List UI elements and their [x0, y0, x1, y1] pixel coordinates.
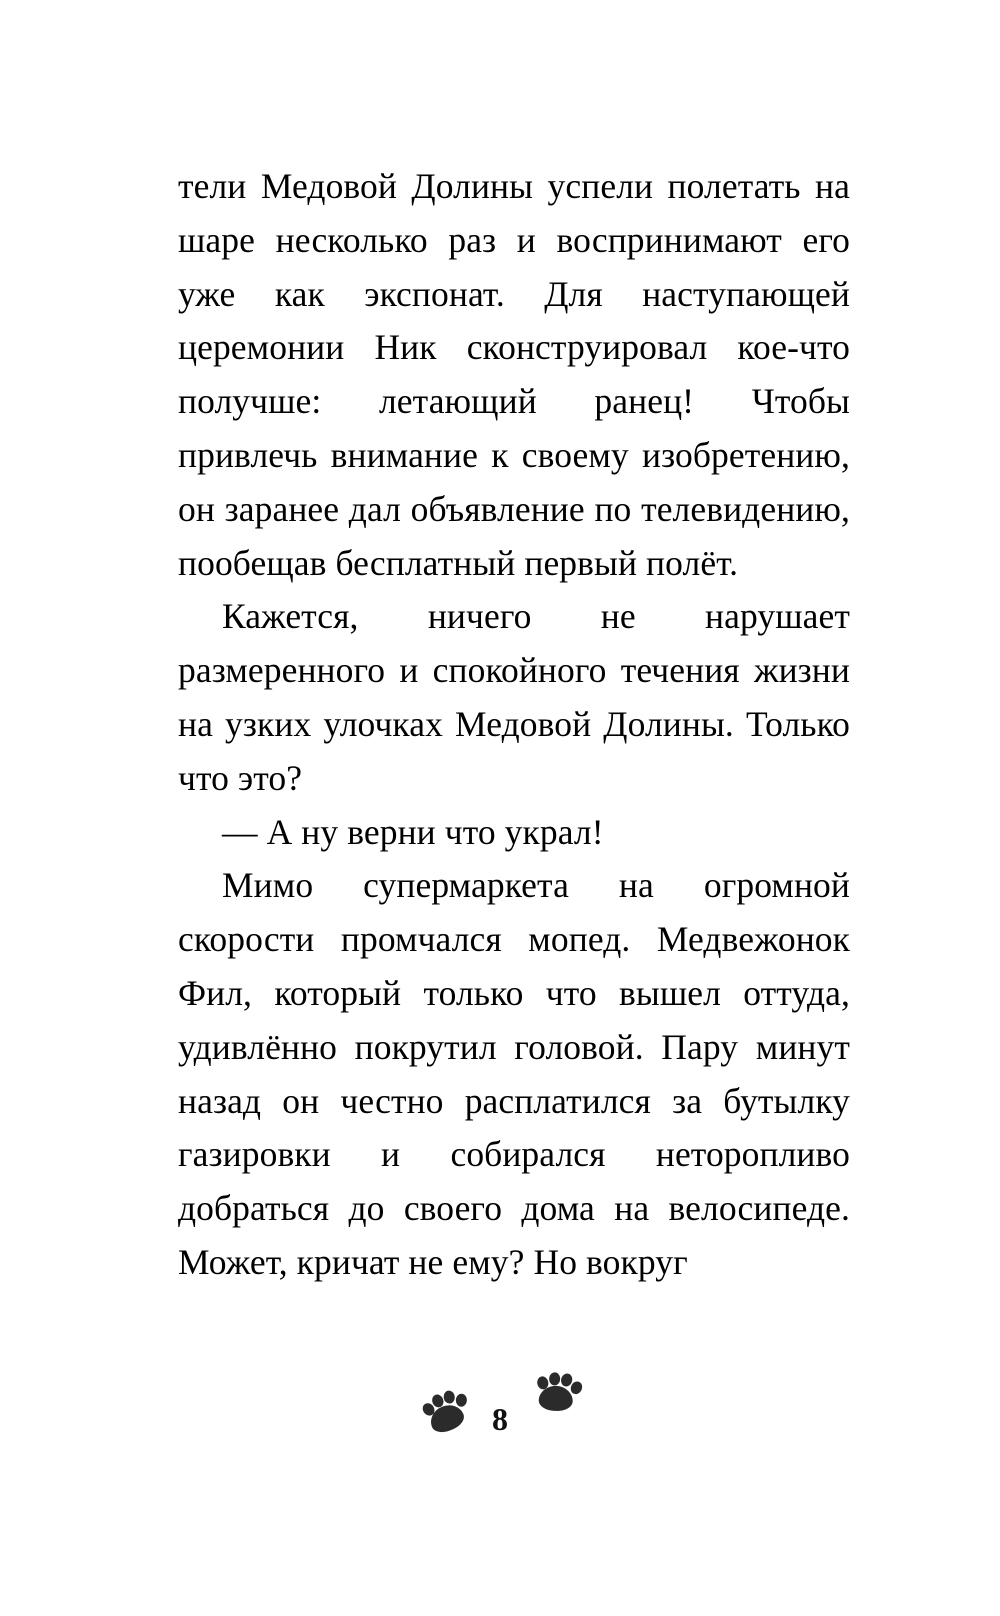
page-number: 8	[492, 1401, 508, 1437]
paragraph: — А ну верни что украл!	[222, 811, 604, 852]
paragraph: тели Медовой Долины успели полетать на шаре несколько раз и воспринимают его уже как экспонат. Для наступающей церемонии Ник сконструировал кое-что получше: летающий ранец! Чтобы привлечь внимание к своему изобретению, он заранее дал объявление по телевидению, пообещав бесплатный первый полёт.	[178, 166, 850, 583]
page-footer	[0, 1368, 1000, 1438]
page-text-body	[178, 160, 850, 1290]
paragraph: Кажется, ничего не нарушает размеренного и спокойного течения жизни на узких улочках Медовой Долины. Только что это?	[178, 596, 850, 798]
paw-print-icon	[528, 1366, 587, 1420]
paragraph: Мимо супермаркета на огромной скорости промчался мопед. Медвежонок Фил, который только что вышел оттуда, удивлённо покрутил головой. Пару минут назад он честно расплатился за бутылку газировки и собирался неторопливо добраться до своего дома на велосипеде. Может, кричат не ему? Но вокруг	[178, 865, 850, 1282]
paw-print-icon	[416, 1384, 478, 1441]
